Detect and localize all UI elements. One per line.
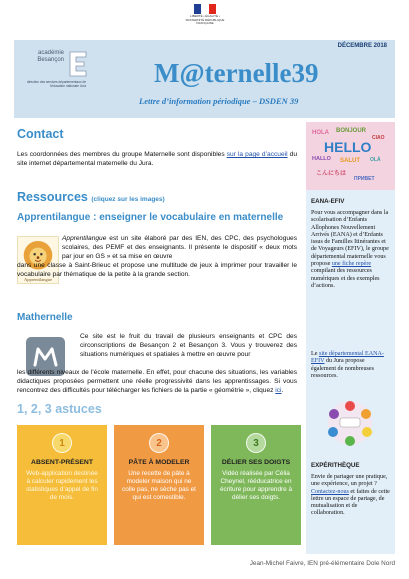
mathernelle-text-end: . — [281, 387, 284, 394]
astuce-description: Vidéo réalisée par Célia Cheynel, rééducatrice en écriture pour apprendre à délier ses doigts. — [219, 470, 293, 501]
resources-hint: (cliquez sur les images) — [91, 196, 165, 203]
geometry-download-link[interactable]: ici — [275, 387, 282, 394]
hello-word: HALLO — [312, 156, 331, 162]
astuce-description: Web-application destinée à calculer rapidement les statistiques d’appel de fin de mois. — [26, 470, 98, 501]
astuce-card-pate-a-modeler[interactable] — [114, 425, 204, 545]
newsletter-banner — [14, 40, 395, 118]
experitheque-text — [311, 474, 391, 518]
academie-logo — [24, 50, 104, 88]
apprentilangue-image-label: Apprentilangue — [24, 277, 52, 282]
fiche-repere-link[interactable]: une fiche repère — [331, 261, 372, 268]
contact-home-link[interactable]: sur la page d’accueil — [226, 151, 288, 158]
astuce-title: ABSENT-PRÉSENT — [31, 459, 93, 466]
astuces-heading: 1, 2, 3 astuces — [17, 402, 102, 416]
eana-site-text-start: Le — [311, 351, 319, 357]
apprentilangue-text — [62, 234, 297, 261]
astuce-title: PÂTE À MODELER — [128, 459, 190, 466]
academie-name: académie Besançon — [37, 50, 64, 63]
newsletter-subtitle: Lettre d’information périodique – DSDEN 39 — [139, 96, 299, 106]
astuce-number: 1 — [52, 433, 72, 453]
newsletter-title: M@ternelle39 — [154, 58, 319, 88]
experitheque-text-start: Envie de partager une pratique, une expérience, un projet ? — [311, 474, 388, 488]
astuce-number: 3 — [246, 433, 266, 453]
mathernelle-text-part2: les différents niveaux de l'école maternelle. En effet, pour chacune des situations, les variables didactiques proposées permettent une réelle progressivité dans les apprentissages. Si vous rencontrez des difficultés pour télécharger les fichiers de la partie « géométrie », cliquez — [17, 369, 297, 394]
hello-word-cloud-image[interactable] — [310, 126, 391, 188]
eana-efiv-site-text — [311, 351, 391, 380]
experitheque-text-end: et faites de cette lettre un espace de partage, de mutualisation et de collaboration. — [311, 488, 390, 517]
hands-circle-icon — [320, 398, 380, 448]
hello-word: こんにちは — [316, 171, 347, 177]
republique-logo — [182, 4, 228, 26]
astuce-card-delier-ses-doigts[interactable] — [211, 425, 301, 545]
mathernelle-text: Ce site est le fruit du travail de plusieurs enseignants et CPC des circonscriptions de Besançon 2 et Besançon 3. Vous y trouverez des situations numériques et spatiales à mettre en œuvre pour — [80, 333, 297, 358]
resources-heading — [17, 190, 165, 204]
contact-text-end: du site internet départemental maternelle du Jura. — [17, 151, 297, 167]
sidebar-top — [306, 122, 395, 190]
experitheque-heading: EXPÉRITHÈQUE — [311, 462, 360, 469]
hello-word: BONJOUR — [336, 128, 367, 134]
issue-date: DÉCEMBRE 2018 — [337, 43, 387, 49]
contact-heading: Contact — [17, 127, 64, 141]
french-flag-icon — [194, 4, 216, 14]
eana-site-text-end: du Jura propose également de nombreuses ressources. — [311, 358, 374, 379]
hello-word: HOLA — [312, 130, 329, 136]
mathernelle-heading: Mathernelle — [17, 312, 73, 323]
contact-text-start: Les coordonnées des membres du groupe Maternelle sont disponibles — [17, 151, 227, 158]
academie-e-icon — [67, 50, 89, 78]
hello-word: OLÁ — [370, 157, 381, 163]
collaboration-image — [320, 398, 380, 448]
mathernelle-text-cont — [17, 368, 297, 395]
apprentilangue-text-part1: est un site élaboré par des IEN, des CPC, des psychologues scolaires, des PEMF et des enseignants. Il présente le dispositif « deux mots par jour en GS » et sa mise en œuvre — [62, 235, 297, 260]
hello-word: SALUT — [340, 158, 360, 164]
hello-word: CIAO — [372, 135, 385, 141]
eana-efiv-heading: EANA-EFIV — [311, 198, 345, 205]
academie-direction: direction des services départementaux de l'éducation nationale Jura — [26, 80, 86, 88]
apprentilangue-name: Apprentilangue — [62, 235, 107, 242]
eana-text-end: compilant des ressources numériques et des exemples d’actions. — [311, 268, 380, 289]
contact-text — [17, 150, 297, 168]
eana-text-start: Pour vous accompagner dans la scolarisation d’Enfants Allophones Nouvellement Arrivés (EANA) et d’Enfants issus de Familles Itinérantes et de Voyageurs (EFIV), le groupe départemental maternelle vous propose — [311, 210, 389, 268]
astuce-card-absent-present[interactable] — [17, 425, 107, 545]
astuce-title: DÉLIER SES DOIGTS — [221, 459, 291, 466]
sidebar — [306, 122, 395, 554]
apprentilangue-text-cont: dans une classe à Saint-Brieuc et propose une multitude de jeux à imprimer pour travailler le vocabulaire par thématique de la petite à la grande section. — [17, 262, 297, 278]
author-signature: Jean-Michel Faivre, IEN pré-élémentaire Dole Nord — [249, 560, 395, 567]
astuce-description: Une recette de pâte à modeler maison qui ne colle pas, ne sèche pas et qui est comestible. — [122, 470, 196, 501]
hello-word: HELLO — [324, 139, 372, 155]
eana-efiv-text — [311, 210, 391, 290]
hello-word: ПРИВЕТ — [354, 176, 375, 182]
resources-title: Ressources — [17, 190, 88, 204]
eana-efiv-site-link[interactable]: site départemental EANA-EFIV — [311, 351, 384, 365]
apprentilangue-heading: Apprentilangue : enseigner le vocabulaire en maternelle — [17, 212, 284, 223]
astuce-number: 2 — [149, 433, 169, 453]
contact-us-link[interactable]: Contactez-nous — [311, 488, 349, 495]
republique-text: LIBERTÉ • ÉGALITÉ • FRATERNITÉ RÉPUBLIQUE FRANÇAISE — [185, 14, 225, 25]
